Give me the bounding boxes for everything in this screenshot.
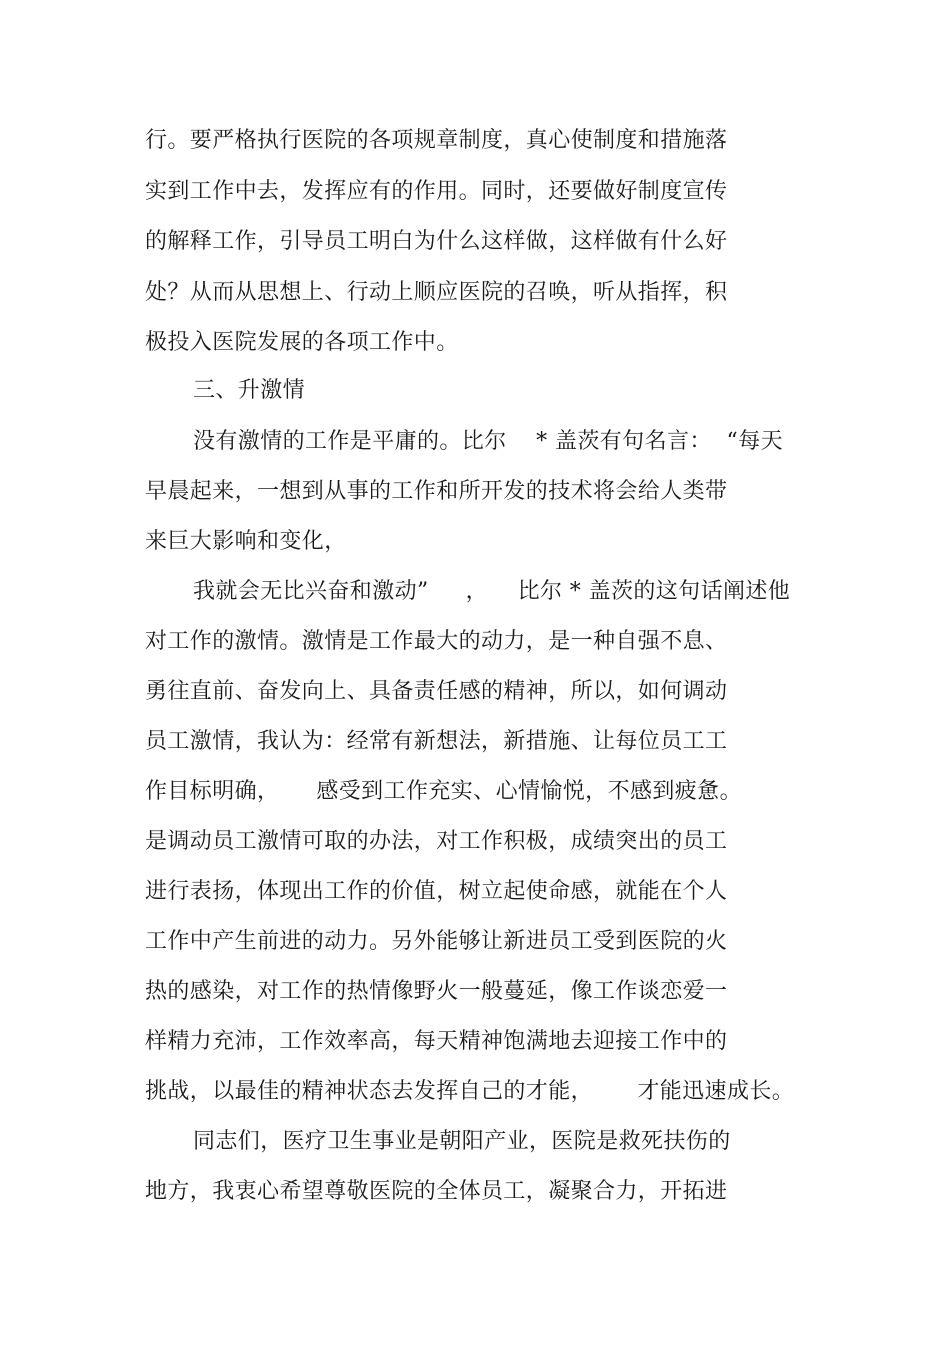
- text-line: 作目标明确， 感受到工作充实、心情愉悦，不感到疲惫。: [145, 779, 742, 804]
- text-line: 同志们，医疗卫生事业是朝阳产业，医院是救死扶伤的: [193, 1129, 731, 1154]
- text-line: 对工作的激情。激情是工作最大的动力，是一种自强不息、: [145, 629, 728, 654]
- text-line: 处？从而从思想上、行动上顺应医院的召唤，听从指挥，积: [145, 280, 728, 305]
- text-line: 地方，我衷心希望尊敬医院的全体员工，凝聚合力，开拓进: [145, 1179, 728, 1204]
- text-line: 早晨起来，一想到从事的工作和所开发的技术将会给人类带: [145, 479, 728, 504]
- text-line: 热的感染，对工作的热情像野火一般蔓延，像工作谈恋爱一: [145, 979, 728, 1004]
- text-line: 勇往直前、奋发向上、具备责任感的精神，所以，如何调动: [145, 679, 728, 704]
- text-line: 工作中产生前进的动力。另外能够让新进员工受到医院的火: [145, 929, 728, 954]
- section-heading: 三、升激情: [193, 378, 306, 403]
- text-line: 挑战，以最佳的精神状态去发挥自己的才能， 才能迅速成长。: [145, 1079, 795, 1104]
- text-line: 实到工作中去，发挥应有的作用。同时，还要做好制度宣传: [145, 179, 728, 204]
- text-line: 没有激情的工作是平庸的。比尔 * 盖茨有句名言： “每天: [193, 429, 784, 454]
- text-line: 行。要严格执行医院的各项规章制度，真心使制度和措施落: [145, 128, 728, 153]
- text-line: 进行表扬，体现出工作的价值，树立起使命感，就能在个人: [145, 879, 728, 904]
- text-line: 员工激情，我认为：经常有新想法，新措施、让每位员工工: [145, 729, 728, 754]
- text-line: 我就会无比兴奋和激动” ， 比尔 * 盖茨的这句话阐述他: [193, 579, 791, 604]
- text-line: 是调动员工激情可取的办法，对工作积极，成绩突出的员工: [145, 829, 728, 854]
- text-line: 极投入医院发展的各项工作中。: [145, 330, 459, 355]
- text-line: 来巨大影响和变化，: [145, 529, 347, 554]
- text-line: 样精力充沛，工作效率高，每天精神饱满地去迎接工作中的: [145, 1029, 728, 1054]
- text-line: 的解释工作，引导员工明白为什么这样做，这样做有什么好: [145, 229, 728, 254]
